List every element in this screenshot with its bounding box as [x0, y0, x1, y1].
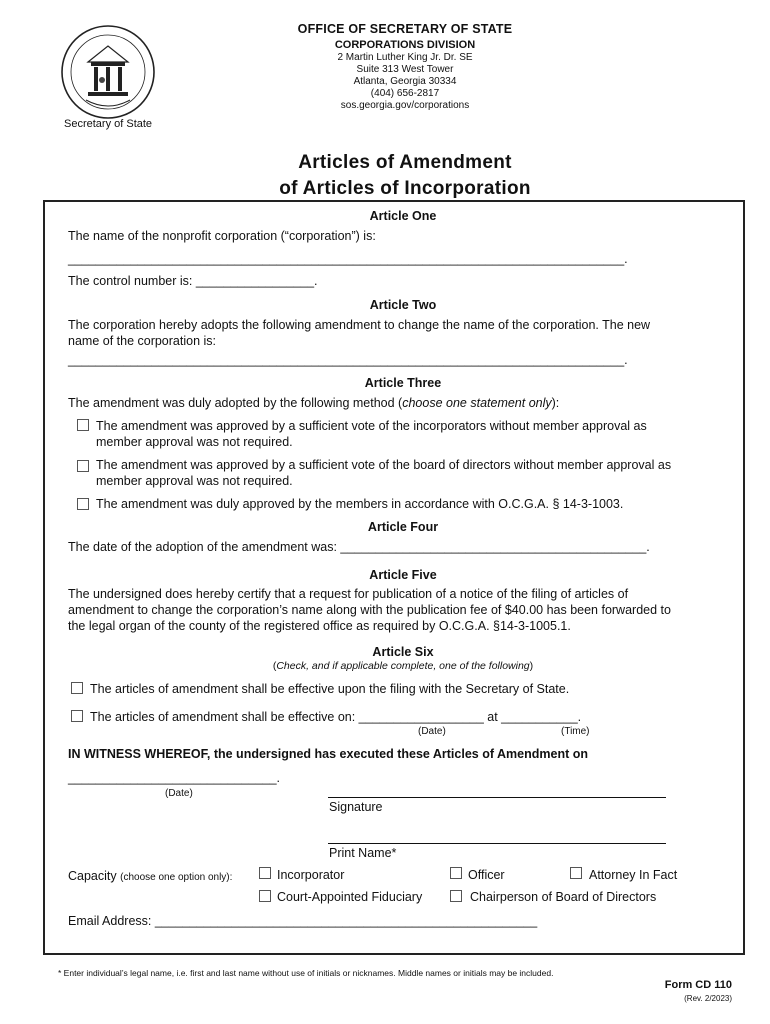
- article-two-text: The corporation hereby adopts the following amendment to change the name of the corporation. The new: [68, 318, 651, 332]
- intro-emphasis: choose one statement only: [402, 396, 552, 410]
- print-name-line[interactable]: [328, 843, 666, 844]
- method-members-label: The amendment was duly approved by the members in accordance with O.C.G.A. § 14-3-1003.: [96, 497, 624, 511]
- capacity-incorporator-label: Incorporator: [277, 868, 345, 882]
- method-incorporators-label: The amendment was approved by a sufficient vote of the incorporators without member approval as: [96, 419, 647, 433]
- address-line: 2 Martin Luther King Jr. Dr. SE: [337, 52, 473, 64]
- revision-date: (Rev. 2/2023): [684, 994, 732, 1003]
- article-six-heading: Article Six: [372, 645, 434, 659]
- method-incorporators-label-2: member approval was not required.: [96, 435, 293, 449]
- article-three-intro: [68, 395, 559, 412]
- legal-name-footnote: * Enter individual’s legal name, i.e. first and last name without use of initials or nicknames. Middle names or initials may be included.: [58, 968, 554, 978]
- corporation-name-field[interactable]: ________________________________________________________________________________.: [68, 252, 628, 266]
- office-title: OFFICE OF SECRETARY OF STATE: [297, 22, 513, 36]
- article-four-heading: Article Four: [367, 520, 439, 534]
- article-one-text: The name of the nonprofit corporation (“corporation”) is:: [68, 229, 376, 243]
- capacity-label: [68, 868, 232, 887]
- title-line-1: Articles of Amendment: [298, 152, 512, 173]
- capacity-text: Capacity: [68, 869, 117, 883]
- capacity-chairperson-checkbox[interactable]: [450, 890, 462, 902]
- witness-date-field[interactable]: ______________________________.: [68, 771, 281, 785]
- article-five-heading: Article Five: [369, 568, 437, 582]
- intro-text: The amendment was duly adopted by the following method (: [68, 396, 403, 410]
- intro-text-end: ):: [551, 396, 560, 410]
- article-five-text-1: The undersigned does hereby certify that a request for publication of a notice of the filing of articles of: [68, 587, 629, 601]
- signature-line[interactable]: [328, 797, 666, 798]
- division-title: CORPORATIONS DIVISION: [334, 39, 476, 51]
- capacity-note: (choose one option only):: [120, 872, 233, 883]
- witness-date-caption: (Date): [165, 788, 193, 799]
- website-line: sos.georgia.gov/corporations: [340, 100, 470, 112]
- email-field[interactable]: Email Address: _______________________________________________________: [68, 914, 538, 928]
- article-three-heading: Article Three: [364, 376, 442, 390]
- method-incorporators-checkbox[interactable]: [77, 419, 89, 431]
- effective-on-date-checkbox[interactable]: [71, 710, 83, 722]
- capacity-attorney-checkbox[interactable]: [570, 867, 582, 879]
- method-board-label-2: member approval was not required.: [96, 474, 293, 488]
- signature-label: Signature: [329, 800, 383, 814]
- article-five-text-2: amendment to change the corporation’s name along with the publication fee of $40.00 has been forwarded to: [68, 603, 671, 617]
- capacity-attorney-label: Attorney In Fact: [589, 868, 678, 882]
- method-board-label: The amendment was approved by a sufficient vote of the board of directors without member approval as: [96, 458, 672, 472]
- georgia-seal-icon: [58, 22, 158, 122]
- method-board-checkbox[interactable]: [77, 460, 89, 472]
- article-one-heading: Article One: [369, 209, 437, 223]
- effective-date-field[interactable]: The articles of amendment shall be effective on: __________________ at ___________.: [90, 710, 582, 724]
- effective-on-filing-checkbox[interactable]: [71, 682, 83, 694]
- capacity-fiduciary-label: Court-Appointed Fiduciary: [277, 890, 423, 904]
- article-two-text-2: name of the corporation is:: [68, 334, 216, 348]
- effective-on-filing-label: The articles of amendment shall be effective upon the filing with the Secretary of State.: [90, 682, 570, 696]
- seal-caption: Secretary of State: [64, 118, 153, 130]
- effective-date-caption: (Date): [418, 726, 446, 737]
- address-line: Atlanta, Georgia 30334: [353, 76, 457, 88]
- capacity-officer-checkbox[interactable]: [450, 867, 462, 879]
- subtitle-emphasis: Check, and if applicable complete, one of the following: [276, 660, 530, 672]
- capacity-fiduciary-checkbox[interactable]: [259, 890, 271, 902]
- form-number: Form CD 110: [664, 979, 732, 991]
- capacity-officer-label: Officer: [468, 868, 505, 882]
- capacity-chairperson-label: Chairperson of Board of Directors: [470, 890, 657, 904]
- title-line-2: of Articles of Incorporation: [279, 177, 531, 199]
- witness-heading: IN WITNESS WHEREOF, the undersigned has executed these Articles of Amendment on: [68, 747, 588, 761]
- print-name-label: Print Name*: [329, 846, 397, 860]
- address-line: Suite 313 West Tower: [356, 64, 454, 76]
- capacity-incorporator-checkbox[interactable]: [259, 867, 271, 879]
- article-six-subtitle: [43, 660, 763, 672]
- new-name-field[interactable]: ________________________________________________________________________________.: [68, 353, 628, 367]
- effective-time-caption: (Time): [561, 726, 590, 737]
- control-number-field[interactable]: The control number is: _________________.: [68, 274, 318, 288]
- subtitle-open: (: [272, 660, 277, 672]
- phone-line: (404) 656-2817: [370, 88, 440, 100]
- office-header: [250, 22, 560, 112]
- adoption-date-field[interactable]: The date of the adoption of the amendment was: ____________________________________________.: [68, 540, 650, 554]
- method-members-checkbox[interactable]: [77, 498, 89, 510]
- form-title: [0, 150, 770, 201]
- article-five-text-3: the legal organ of the county of the registered office as required by O.C.G.A. §14-3-1005.1.: [68, 619, 571, 633]
- subtitle-close: ): [529, 660, 534, 672]
- article-two-heading: Article Two: [369, 298, 437, 312]
